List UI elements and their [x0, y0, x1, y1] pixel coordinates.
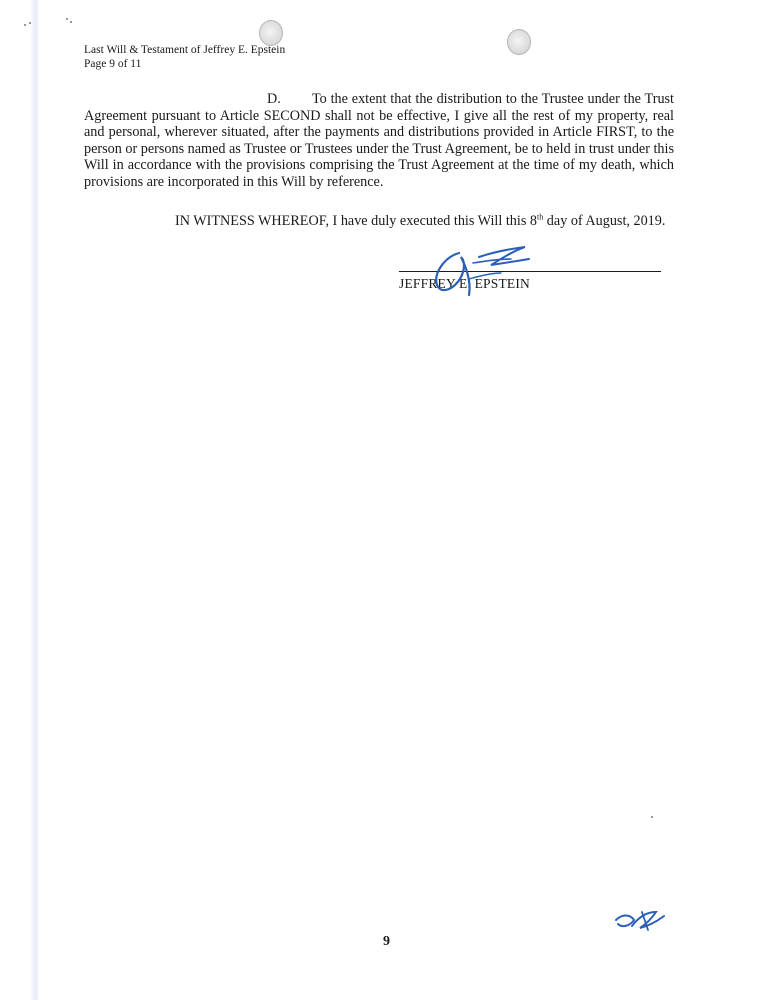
signature-block: [397, 239, 665, 299]
paragraph-text: To the extent that the distribution to the Trustee under the Trust Agreement pursuant to Article SECOND shall not be effective, I give all the rest of my property, real and personal, wherever situated, after the payments and distributions provided in Article FIRST, to the person or persons named as Trustee or Trustees under the Trust Agreement, be to held in trust under this Will in accordance with the provisions comprising the Trust Agreement at the time of my death, which provisions are incorporated in this Will by reference.: [84, 91, 674, 190]
document-title: Last Will & Testament of Jeffrey E. Epstein: [84, 44, 286, 56]
page-number: 9: [383, 934, 390, 949]
scan-speck: [66, 18, 68, 20]
page-count: Page 9 of 11: [84, 58, 142, 70]
punch-hole-right: [507, 29, 531, 55]
paragraph-d: [84, 91, 674, 191]
witness-text: IN WITNESS WHEREOF, I have duly executed this Will this 8: [175, 213, 538, 229]
scan-speck: [651, 816, 653, 818]
scan-speck: [70, 21, 72, 23]
scan-speck: [24, 24, 26, 26]
scan-edge-shadow: [30, 0, 40, 1000]
signer-name: JEFFREY E. EPSTEIN: [399, 276, 530, 291]
handwritten-signature: [415, 239, 535, 297]
scan-speck: [29, 22, 31, 24]
witness-text-end: day of August, 2019.: [543, 213, 666, 229]
paragraph-label: D.: [267, 91, 281, 107]
initials-mark: [612, 906, 668, 936]
page-header: [84, 43, 285, 71]
ordinal-suffix: th: [537, 212, 544, 222]
witness-clause: [84, 213, 674, 230]
